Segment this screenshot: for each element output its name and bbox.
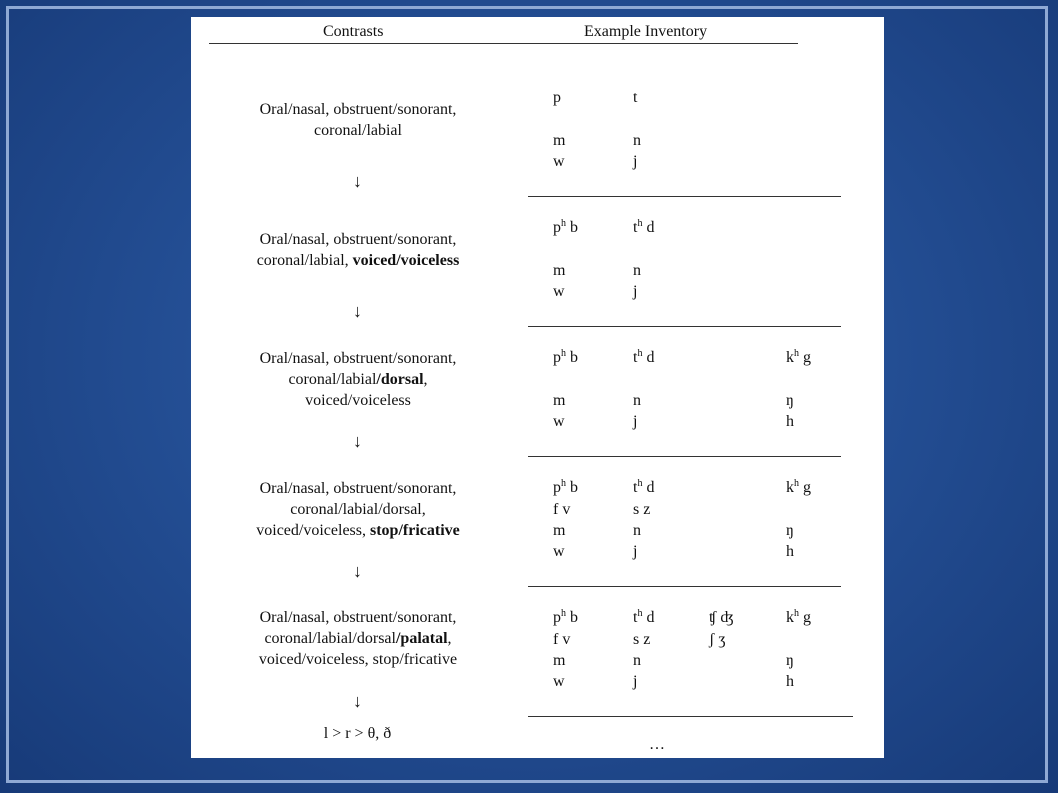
stage-description-line: Oral/nasal, obstruent/sonorant, (259, 609, 457, 626)
down-arrow-icon: ↓ (353, 171, 362, 191)
inventory-segment: m (553, 132, 566, 149)
inventory-segment: $p^h$ b (553, 218, 578, 236)
inventory-segment: m (553, 392, 566, 409)
inventory-segment: $k^h$ g (786, 348, 811, 366)
header-rule (209, 43, 798, 44)
stage-separator (528, 716, 853, 717)
stage-description-line: voiced/voiceless, stop/fricative (258, 651, 458, 668)
stage-description (213, 478, 503, 541)
inventory-segment: $t^h$ d (633, 348, 655, 366)
inventory-segment: n (633, 392, 641, 409)
inventory-segment: $p^h$ b (553, 348, 578, 366)
stage-separator (528, 456, 841, 457)
stage-description (213, 229, 503, 271)
ellipsis: … (649, 736, 665, 753)
inventory-segment: ŋ (786, 392, 794, 409)
inventory-segment: j (633, 413, 638, 430)
inventory-segment: j (633, 283, 638, 300)
stage-separator (528, 196, 841, 197)
stage-description (213, 607, 503, 670)
inventory-segment: h (786, 413, 794, 430)
inventory-segment: f v (553, 631, 571, 648)
inventory-segment: $p^h$ b (553, 478, 578, 496)
stage-description-line: coronal/labial/dorsal/palatal, (264, 630, 452, 647)
inventory-segment: f v (553, 501, 571, 518)
inventory-segment: t (633, 89, 638, 106)
inventory-segment: j (633, 153, 638, 170)
stage-description-line: coronal/labial/dorsal, (290, 501, 426, 518)
inventory-segment: w (553, 153, 565, 170)
inventory-segment: w (553, 543, 565, 560)
inventory-segment: ŋ (786, 522, 794, 539)
stage-description-line: Oral/nasal, obstruent/sonorant, (259, 101, 457, 118)
inventory-segment: $t^h$ d (633, 218, 655, 236)
final-ordering: l > r > θ, ð (323, 725, 392, 742)
inventory-segment: j (633, 543, 638, 560)
inventory-segment: p (553, 89, 561, 106)
down-arrow-icon: ↓ (353, 301, 362, 321)
down-arrow-icon: ↓ (353, 691, 362, 711)
inventory-segment: w (553, 283, 565, 300)
inventory-segment: s z (633, 631, 651, 648)
inventory-segment: $t^h$ d (633, 608, 655, 626)
stage-description-line: Oral/nasal, obstruent/sonorant, (259, 350, 457, 367)
header-example-inventory: Example Inventory (584, 23, 708, 40)
inventory-segment: $t^h$ d (633, 478, 655, 496)
inventory-segment: m (553, 522, 566, 539)
down-arrow-icon: ↓ (353, 561, 362, 581)
inventory-segment: m (553, 652, 566, 669)
down-arrow-icon: ↓ (353, 431, 362, 451)
inventory-segment: h (786, 543, 794, 560)
stage-description-line: voiced/voiceless, stop/fricative (256, 522, 460, 539)
inventory-segment: n (633, 262, 641, 279)
stage-description (213, 348, 503, 411)
inventory-segment: n (633, 652, 641, 669)
inventory-segment: s z (633, 501, 651, 518)
inventory-segment: $p^h$ b (553, 608, 578, 626)
inventory-segment: j (633, 673, 638, 690)
inventory-segment: h (786, 673, 794, 690)
header-contrasts: Contrasts (323, 23, 384, 40)
inventory-segment: ʧ ʤ (709, 609, 734, 626)
stage-description-line: Oral/nasal, obstruent/sonorant, (259, 480, 457, 497)
stage-separator (528, 586, 841, 587)
stage-description (213, 99, 503, 141)
inventory-segment: ŋ (786, 652, 794, 669)
inventory-segment: n (633, 132, 641, 149)
inventory-segment: $k^h$ g (786, 608, 811, 626)
stage-description-line: coronal/labial (314, 122, 402, 139)
inventory-segment: n (633, 522, 641, 539)
inventory-segment: w (553, 673, 565, 690)
inventory-segment: $k^h$ g (786, 478, 811, 496)
stage-description-line: coronal/labial, voiced/voiceless (256, 252, 460, 269)
inventory-segment: w (553, 413, 565, 430)
slide-page (191, 17, 884, 758)
stage-separator (528, 326, 841, 327)
stage-description-line: coronal/labial/dorsal, (288, 371, 428, 388)
stage-description-line: Oral/nasal, obstruent/sonorant, (259, 231, 457, 248)
inventory-segment: ʃ ʒ (709, 631, 726, 648)
inventory-segment: m (553, 262, 566, 279)
stage-description-line: voiced/voiceless (305, 392, 411, 409)
